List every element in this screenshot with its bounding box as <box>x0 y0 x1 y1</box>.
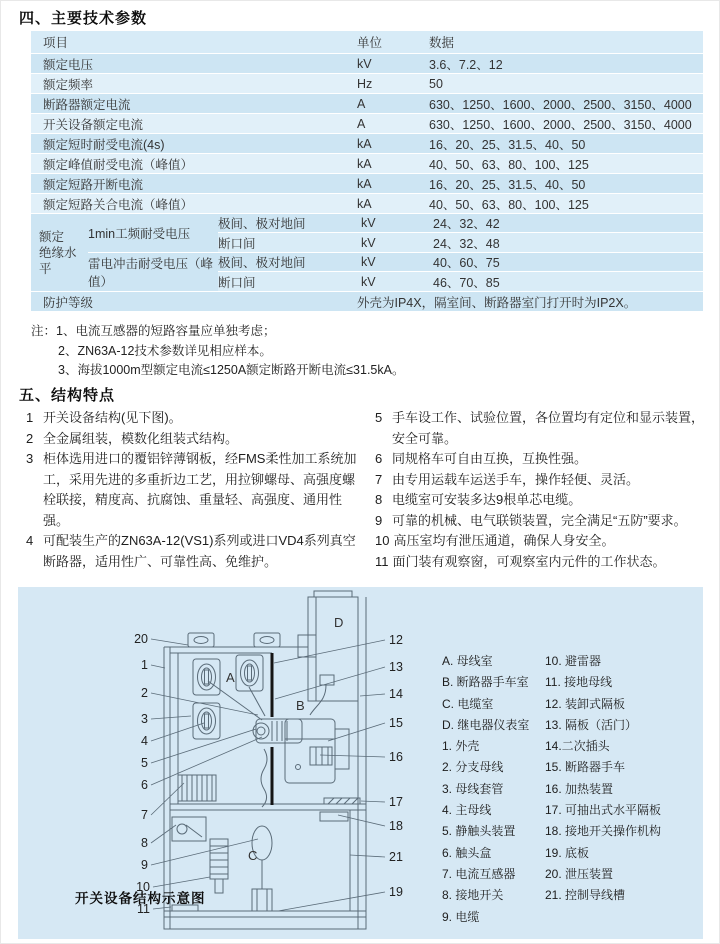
item-number: 3 <box>26 451 34 466</box>
item-text: 柜体选用进口的覆铝锌薄钢板，经FMS柔性加工系统加工，采用先进的多重折边工艺，用拉铆螺母、高强度螺栓联接，精度高、抗腐蚀、重量轻、高强度、通用性强。 <box>43 451 357 528</box>
group-label-line2: 绝缘水平 <box>39 245 77 276</box>
legend-item: 5. 静触头装置 <box>442 824 516 839</box>
callout-number: 20 <box>134 632 148 646</box>
legend-item: D. 继电器仪表室 <box>442 717 530 732</box>
legend-item: 9. 电缆 <box>442 909 480 924</box>
list-item <box>26 449 366 531</box>
row-data: 40、60、75 <box>433 256 500 270</box>
callout-number: 5 <box>141 756 148 770</box>
legend-item: 2. 分支母线 <box>442 760 504 775</box>
row-item: 额定频率 <box>43 77 94 92</box>
table-row <box>31 134 703 153</box>
row-item: 额定短路开断电流 <box>43 177 144 192</box>
callout-number: 17 <box>389 795 403 809</box>
list-item <box>375 490 706 511</box>
row-unit: kV <box>361 274 376 289</box>
row-unit: Hz <box>357 76 373 91</box>
section5-title: 五、结构特点 <box>19 387 116 404</box>
table-header-row <box>31 31 703 53</box>
row-unit: kA <box>357 136 372 151</box>
table-row <box>31 54 703 73</box>
legend-item: 10. 避雷器 <box>545 654 602 668</box>
row-item: 额定峰值耐受电流（峰值） <box>43 157 194 172</box>
row-item: 额定短时耐受电流(4s) <box>43 137 165 152</box>
list-item <box>26 429 366 450</box>
note-line: 3、海拔1000m型额定电流≤1250A额定断路开断电流≤31.5kA。 <box>58 363 405 377</box>
legend-item: 3. 母线套管 <box>442 781 504 796</box>
list-item <box>26 531 366 572</box>
row-data: 3.6、7.2、12 <box>429 57 503 72</box>
note-line: 注：1、电流互感器的短路容量应单独考虑； <box>31 324 276 338</box>
item-text: 电缆室可安装多达9根单芯电缆。 <box>392 492 582 507</box>
item-text: 高压室均有泄压通道，确保人身安全。 <box>393 533 615 548</box>
row-unit: kA <box>357 196 372 211</box>
callout-number: 14 <box>389 687 403 701</box>
section4-title: 四、主要技术参数 <box>19 10 148 27</box>
legend-item: 19. 底板 <box>545 845 590 860</box>
callout-number: 13 <box>389 660 403 674</box>
insulation-group-label <box>31 214 88 291</box>
row-data: 24、32、48 <box>433 236 500 251</box>
row-data: 40、50、63、80、100、125 <box>429 157 589 172</box>
legend-item: 16. 加热装置 <box>545 781 614 796</box>
item-number: 10 <box>375 533 390 548</box>
item-number: 7 <box>375 471 383 487</box>
subgroup-label: 雷电冲击耐受电压（峰值） <box>88 257 214 289</box>
lightning-impulse-subgroup <box>88 253 703 291</box>
table-row <box>218 233 703 252</box>
row-data: 630、1250、1600、2000、2500、3150、4000 <box>429 97 692 112</box>
callout-number: 1 <box>141 658 148 672</box>
table-row <box>31 74 703 93</box>
power-frequency-subgroup <box>88 214 703 253</box>
legend-item: 18. 接地开关操作机构 <box>545 824 662 839</box>
callout-number: 8 <box>141 836 148 850</box>
row-scope: 断口间 <box>218 236 256 251</box>
legend-column-1 <box>442 651 545 928</box>
legend-item: 8. 接地开关 <box>442 888 504 903</box>
legend-item: C. 电缆室 <box>442 696 494 711</box>
diagram-caption: 开关设备结构示意图 <box>75 891 206 906</box>
item-number: 1 <box>26 410 34 425</box>
note-line: 2、ZN63A-12技术参数详见相应样本。 <box>58 343 272 358</box>
legend-item: 21. 控制导线槽 <box>545 888 626 903</box>
list-item <box>375 408 706 449</box>
row-data: 40、50、63、80、100、125 <box>429 197 589 212</box>
header-data: 数据 <box>429 36 455 50</box>
busbar-bushing <box>236 655 263 691</box>
table-row <box>31 174 703 193</box>
row-unit: kV <box>361 255 376 269</box>
row-unit: kV <box>361 216 376 230</box>
cabinet-structure <box>164 591 366 929</box>
list-item <box>375 511 706 532</box>
item-text: 由专用运载车运送手车，操作轻便、灵活。 <box>392 471 640 487</box>
row-item: 额定电压 <box>43 57 94 72</box>
callout-number: 10 <box>136 880 150 894</box>
callout-number: 12 <box>389 633 403 647</box>
item-text: 手车设工作、试验位置，各位置均有定位和显示装置，安全可靠。 <box>392 410 705 446</box>
list-item <box>26 408 366 429</box>
row-unit: A <box>357 96 366 111</box>
feature-column-left <box>26 408 366 572</box>
item-number: 4 <box>26 533 34 548</box>
item-text: 开关设备结构(见下图)。 <box>43 410 182 425</box>
table-row <box>218 253 703 272</box>
busbar-bushing <box>193 659 220 695</box>
row-unit: kA <box>357 156 372 171</box>
legend-item: 12. 装卸式隔板 <box>545 696 626 711</box>
legend-item: 1. 外壳 <box>442 739 480 754</box>
list-item <box>375 531 706 552</box>
row-data: 630、1250、1600、2000、2500、3150、4000 <box>429 117 692 132</box>
callout-number: 16 <box>389 750 403 764</box>
row-unit: kA <box>357 176 372 191</box>
row-item: 开关设备额定电流 <box>43 117 144 132</box>
feature-column-right <box>375 408 706 572</box>
row-unit: kV <box>357 56 372 71</box>
row-item: 额定短路关合电流（峰值） <box>43 197 194 212</box>
item-number: 6 <box>375 451 383 466</box>
diagram-legend <box>442 651 715 928</box>
row-data: 46、70、85 <box>433 275 500 290</box>
item-number: 9 <box>375 512 383 528</box>
item-number: 11 <box>375 553 389 569</box>
legend-column-2 <box>545 651 715 928</box>
item-text: 面门装有观察窗，可观察室内元件的工作状态。 <box>392 553 666 569</box>
switchgear-cross-section-drawing <box>58 589 453 937</box>
table-row <box>218 214 703 233</box>
callout-number: 18 <box>389 819 403 833</box>
group-label-line1: 额定 <box>39 229 65 244</box>
legend-item: 4. 主母线 <box>442 803 492 818</box>
row-scope: 断口间 <box>218 275 256 290</box>
list-item <box>375 552 706 573</box>
legend-item: 6. 触头盒 <box>442 845 492 860</box>
row-unit: A <box>357 116 366 131</box>
row-data: 24、32、42 <box>433 217 500 231</box>
header-item: 项目 <box>43 36 69 50</box>
row-item: 断路器额定电流 <box>43 97 131 112</box>
row-item: 防护等级 <box>43 295 94 310</box>
compartment-label-c: C <box>248 848 258 863</box>
callout-number: 9 <box>141 858 148 872</box>
callout-number: 19 <box>389 885 403 899</box>
callout-number: 6 <box>141 778 148 792</box>
item-number: 8 <box>375 492 383 507</box>
compartment-label-a: A <box>226 670 235 685</box>
structure-diagram-panel <box>18 587 703 939</box>
item-text: 可配装生产的ZN63A-12(VS1)系列或进口VD4系列真空断路器，适用性广、可靠性高、免维护。 <box>43 533 356 569</box>
callout-number: 4 <box>141 734 148 748</box>
table-row <box>31 114 703 133</box>
legend-item: 11. 接地母线 <box>545 675 613 690</box>
legend-item: 20. 泄压装置 <box>545 866 614 881</box>
table-row <box>31 154 703 173</box>
row-scope: 极间、极对地间 <box>218 217 306 231</box>
list-item <box>375 470 706 491</box>
legend-item: A. 母线室 <box>442 654 493 668</box>
legend-item: 7. 电流互感器 <box>442 866 516 881</box>
callout-number: 3 <box>141 712 148 726</box>
table-row <box>218 272 703 291</box>
row-data: 16、20、25、31.5、40、50 <box>429 177 586 192</box>
table-row <box>31 194 703 213</box>
row-data: 外壳为IP4X，隔室间、断路器室门打开时为IP2X。 <box>357 295 637 310</box>
item-text: 全金属组装，模数化组装式结构。 <box>43 430 239 446</box>
callout-number: 11 <box>137 902 150 916</box>
item-number: 2 <box>26 430 34 446</box>
callout-number: 2 <box>141 686 148 700</box>
legend-item: 15. 断路器手车 <box>545 760 626 775</box>
table-notes <box>31 322 404 381</box>
row-data: 16、20、25、31.5、40、50 <box>429 137 586 152</box>
legend-item: 17. 可抽出式水平隔板 <box>545 803 662 818</box>
row-data: 50 <box>429 76 443 91</box>
header-unit: 单位 <box>357 36 383 50</box>
callout-number: 15 <box>389 716 403 730</box>
table-row <box>31 94 703 113</box>
feature-list <box>26 408 706 572</box>
legend-item: B. 断路器手车室 <box>442 675 529 690</box>
busbar-bushing <box>193 703 220 739</box>
compartment-label-b: B <box>296 698 305 713</box>
legend-item: 14.二次插头 <box>545 739 610 754</box>
list-item <box>375 449 706 470</box>
callout-number: 7 <box>141 808 148 822</box>
row-scope: 极间、极对地间 <box>218 256 306 270</box>
item-number: 5 <box>375 410 383 425</box>
parameters-table <box>31 31 703 312</box>
item-text: 同规格车可自由互换，互换性强。 <box>392 451 588 466</box>
item-text: 可靠的机械、电气联锁装置，完全满足“五防”要求。 <box>392 512 687 528</box>
callout-number: 21 <box>389 850 403 864</box>
row-unit: kV <box>361 235 376 250</box>
protection-level-row <box>31 292 703 311</box>
insulation-level-group <box>31 214 703 291</box>
legend-item: 13. 隔板（活门） <box>545 717 638 732</box>
compartment-label-d: D <box>334 615 344 630</box>
subgroup-label: 1min工频耐受电压 <box>88 227 191 241</box>
